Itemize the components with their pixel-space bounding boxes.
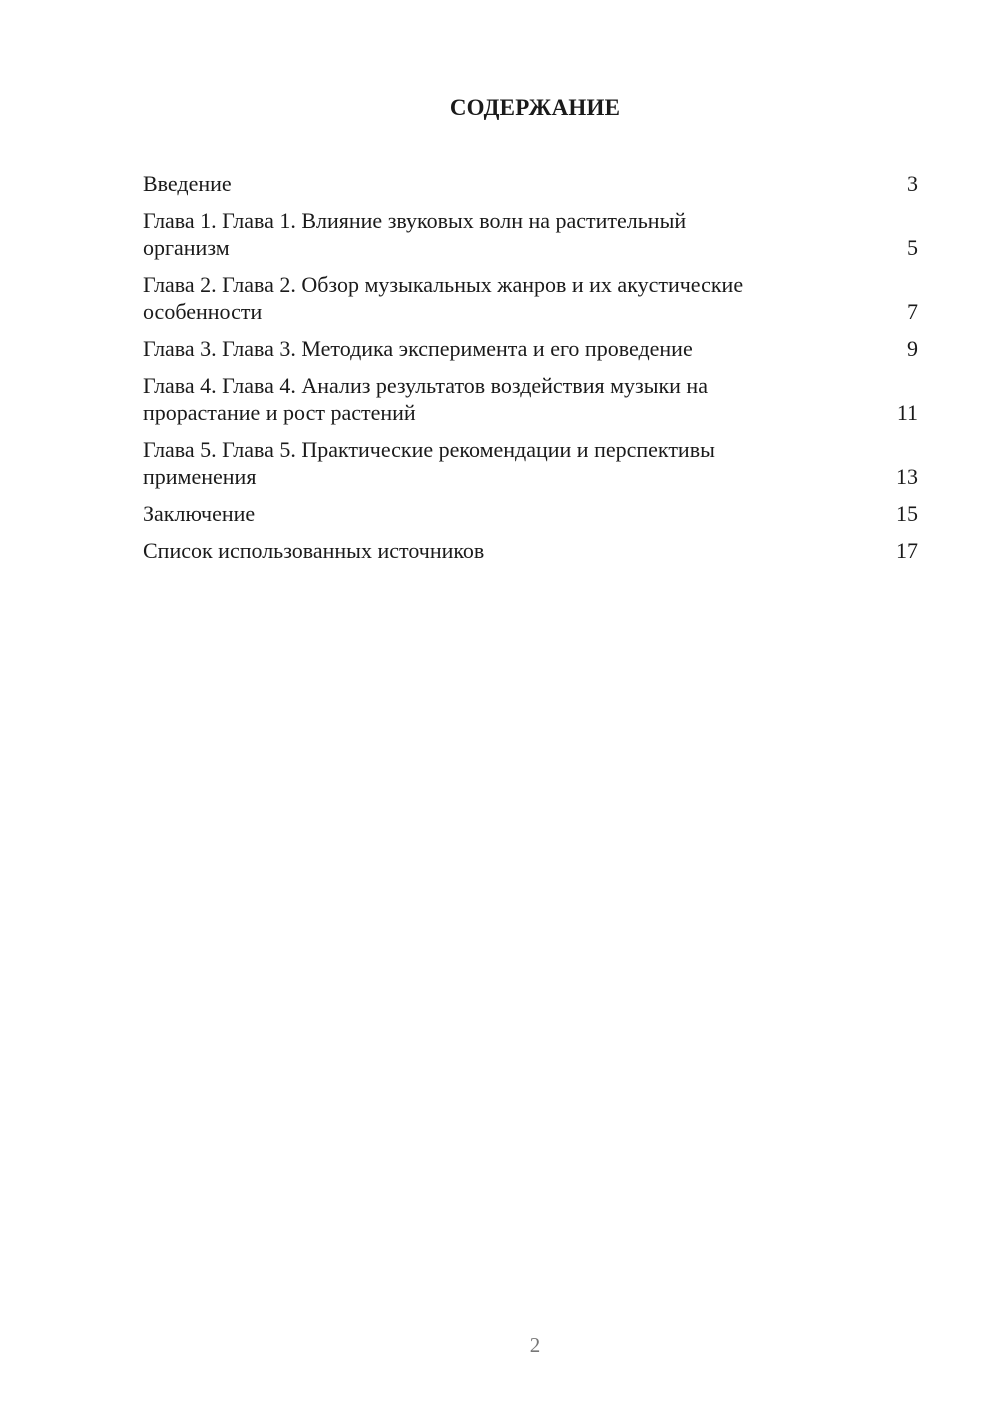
toc-entry-references (143, 537, 918, 564)
toc-entry-page: 15 (896, 501, 918, 526)
toc-entry-title: Глава 4. Глава 4. Анализ результатов воздействия музыки на прорастание и рост растений (143, 373, 708, 425)
toc-entry-title: Глава 5. Глава 5. Практические рекомендации и перспективы применения (143, 437, 715, 489)
toc-entry-page: 11 (896, 400, 918, 425)
toc-entry-title: Глава 3. Глава 3. Методика эксперимента и его проведение (143, 336, 693, 361)
toc-entry-chapter-2 (143, 271, 918, 325)
toc-entry-chapter-3 (143, 335, 918, 362)
table-of-contents (143, 170, 918, 574)
toc-entry-chapter-1 (143, 207, 918, 261)
page-title: СОДЕРЖАНИЕ (449, 95, 621, 120)
toc-entry-title: Введение (143, 171, 232, 196)
toc-entry-title: Глава 2. Глава 2. Обзор музыкальных жанров и их акустические особенности (143, 272, 744, 324)
toc-entry-title: Заключение (143, 501, 256, 526)
toc-entry-chapter-4 (143, 372, 918, 426)
toc-entry-chapter-5 (143, 436, 918, 490)
toc-entry-page: 5 (907, 235, 918, 260)
page-number: 2 (529, 1333, 541, 1357)
toc-entry-page: 13 (896, 464, 918, 489)
toc-entry-page: 9 (907, 336, 918, 361)
toc-entry-conclusion (143, 500, 918, 527)
toc-entry-introduction (143, 170, 918, 197)
toc-entry-title: Глава 1. Глава 1. Влияние звуковых волн на растительный организм (143, 208, 687, 260)
toc-entry-page: 7 (907, 299, 918, 324)
toc-entry-page: 3 (907, 171, 918, 196)
toc-entry-page: 17 (896, 538, 918, 563)
toc-entry-title: Список использованных источников (143, 538, 485, 563)
